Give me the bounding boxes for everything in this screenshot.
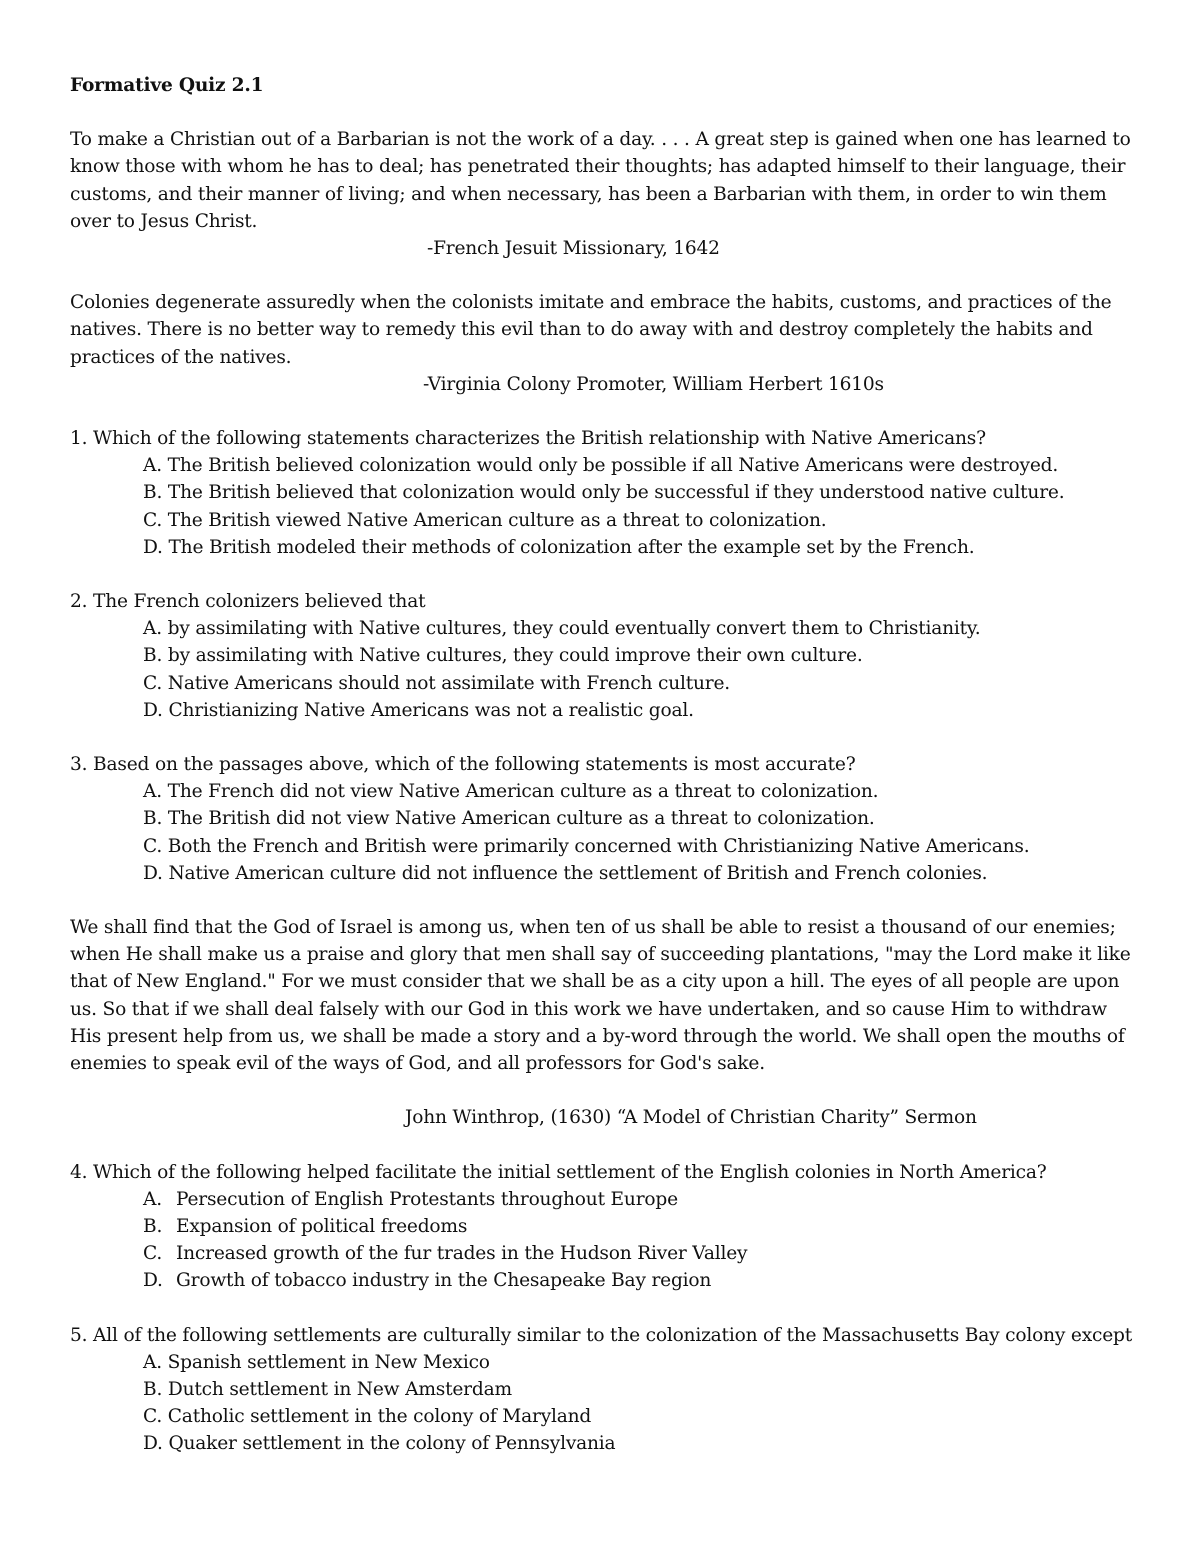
- question-1-option-b: B. The British believed that colonization would only be successful if they understood native culture.: [143, 482, 1065, 504]
- question-3-option-c: C. Both the French and British were primarily concerned with Christianizing Native Americans.: [143, 835, 1030, 857]
- question-2-option-c: C. Native Americans should not assimilate with French culture.: [143, 672, 730, 694]
- option-text: Persecution of English Protestants throughout Europe: [176, 1188, 678, 1210]
- question-5-option-b: B. Dutch settlement in New Amsterdam: [143, 1378, 512, 1400]
- question-4: 4. Which of the following helped facilitate the initial settlement of the English colonies in North America?: [70, 1161, 1047, 1183]
- question-2-option-b: B. by assimilating with Native cultures, they could improve their own culture.: [143, 645, 863, 667]
- option-label: A.: [143, 1188, 162, 1210]
- passage-winthrop: We shall find that the God of Israel is among us, when ten of us shall be able to resist a thousand of our enemies; when He shall make us a praise and glory that men shall say of succeeding plantations, "may the Lord make it like that of New England." For we must consider that we shall be as a city upon a hill. The eyes of all people are upon us. So that if we shall deal falsely with our God in this work we have undertaken, and so cause Him to withdraw His present help from us, we shall be made a story and a by-word through the world. We shall open the mouths of enemies to speak evil of the ways of God, and all professors for God's sake.: [70, 917, 1131, 1075]
- question-5-option-c: C. Catholic settlement in the colony of Maryland: [143, 1406, 592, 1428]
- option-text: Increased growth of the fur trades in the Hudson River Valley: [176, 1243, 748, 1265]
- passage-winthrop-attribution: John Winthrop, (1630) “A Model of Christian Charity” Sermon: [405, 1107, 977, 1129]
- question-5-option-a: A. Spanish settlement in New Mexico: [143, 1351, 490, 1373]
- option-label: D.: [143, 1270, 163, 1292]
- option-text: Expansion of political freedoms: [176, 1215, 468, 1237]
- question-1: 1. Which of the following statements characterizes the British relationship with Native Americans?: [70, 428, 986, 450]
- option-text: Growth of tobacco industry in the Chesapeake Bay region: [176, 1270, 712, 1292]
- passage-jesuit: To make a Christian out of a Barbarian is not the work of a day. . . . A great step is gained when one has learned to know those with whom he has to deal; has penetrated their thoughts; has adapted himself to their language, their customs, and their manner of living; and when necessary, has been a Barbarian with them, in order to win them over to Jesus Christ.: [70, 129, 1131, 232]
- page-title: Formative Quiz 2.1: [70, 75, 264, 96]
- question-5-option-d: D. Quaker settlement in the colony of Pennsylvania: [143, 1433, 616, 1455]
- question-3-option-d: D. Native American culture did not influence the settlement of British and French colonies.: [143, 862, 988, 884]
- passage-herbert: Colonies degenerate assuredly when the colonists imitate and embrace the habits, customs, and practices of the natives. There is no better way to remedy this evil than to do away with and destroy completely the habits and practices of the natives.: [70, 292, 1112, 368]
- question-4-option-a: [143, 1186, 1140, 1213]
- question-3-options: [70, 778, 1140, 887]
- question-4-options: [70, 1186, 1140, 1295]
- question-2-options: [70, 615, 1140, 724]
- question-3-option-b: B. The British did not view Native American culture as a threat to colonization.: [143, 808, 875, 830]
- option-label: B.: [143, 1215, 163, 1237]
- question-2-option-a: A. by assimilating with Native cultures, they could eventually convert them to Christianity.: [143, 618, 981, 640]
- question-1-option-a: A. The British believed colonization would only be possible if all Native Americans were destroyed.: [143, 455, 1059, 477]
- question-2: 2. The French colonizers believed that: [70, 591, 426, 613]
- question-4-option-c: [143, 1240, 1140, 1267]
- question-1-options: [70, 452, 1140, 561]
- passage-herbert-attribution: -Virginia Colony Promoter, William Herbert 1610s: [423, 373, 884, 395]
- question-2-option-d: D. Christianizing Native Americans was not a realistic goal.: [143, 699, 694, 721]
- question-3: 3. Based on the passages above, which of the following statements is most accurate?: [70, 754, 856, 776]
- question-5: 5. All of the following settlements are culturally similar to the colonization of the Massachusetts Bay colony except: [70, 1324, 1132, 1346]
- question-1-option-d: D. The British modeled their methods of colonization after the example set by the French.: [143, 536, 975, 558]
- option-label: C.: [143, 1243, 163, 1265]
- question-3-option-a: A. The French did not view Native American culture as a threat to colonization.: [143, 781, 879, 803]
- question-1-option-c: C. The British viewed Native American culture as a threat to colonization.: [143, 509, 827, 531]
- passage-jesuit-attribution: -French Jesuit Missionary, 1642: [427, 238, 720, 260]
- quiz-document: [70, 72, 1140, 1458]
- question-5-options: [70, 1349, 1140, 1458]
- question-4-option-d: [143, 1267, 1140, 1294]
- question-4-option-b: [143, 1213, 1140, 1240]
